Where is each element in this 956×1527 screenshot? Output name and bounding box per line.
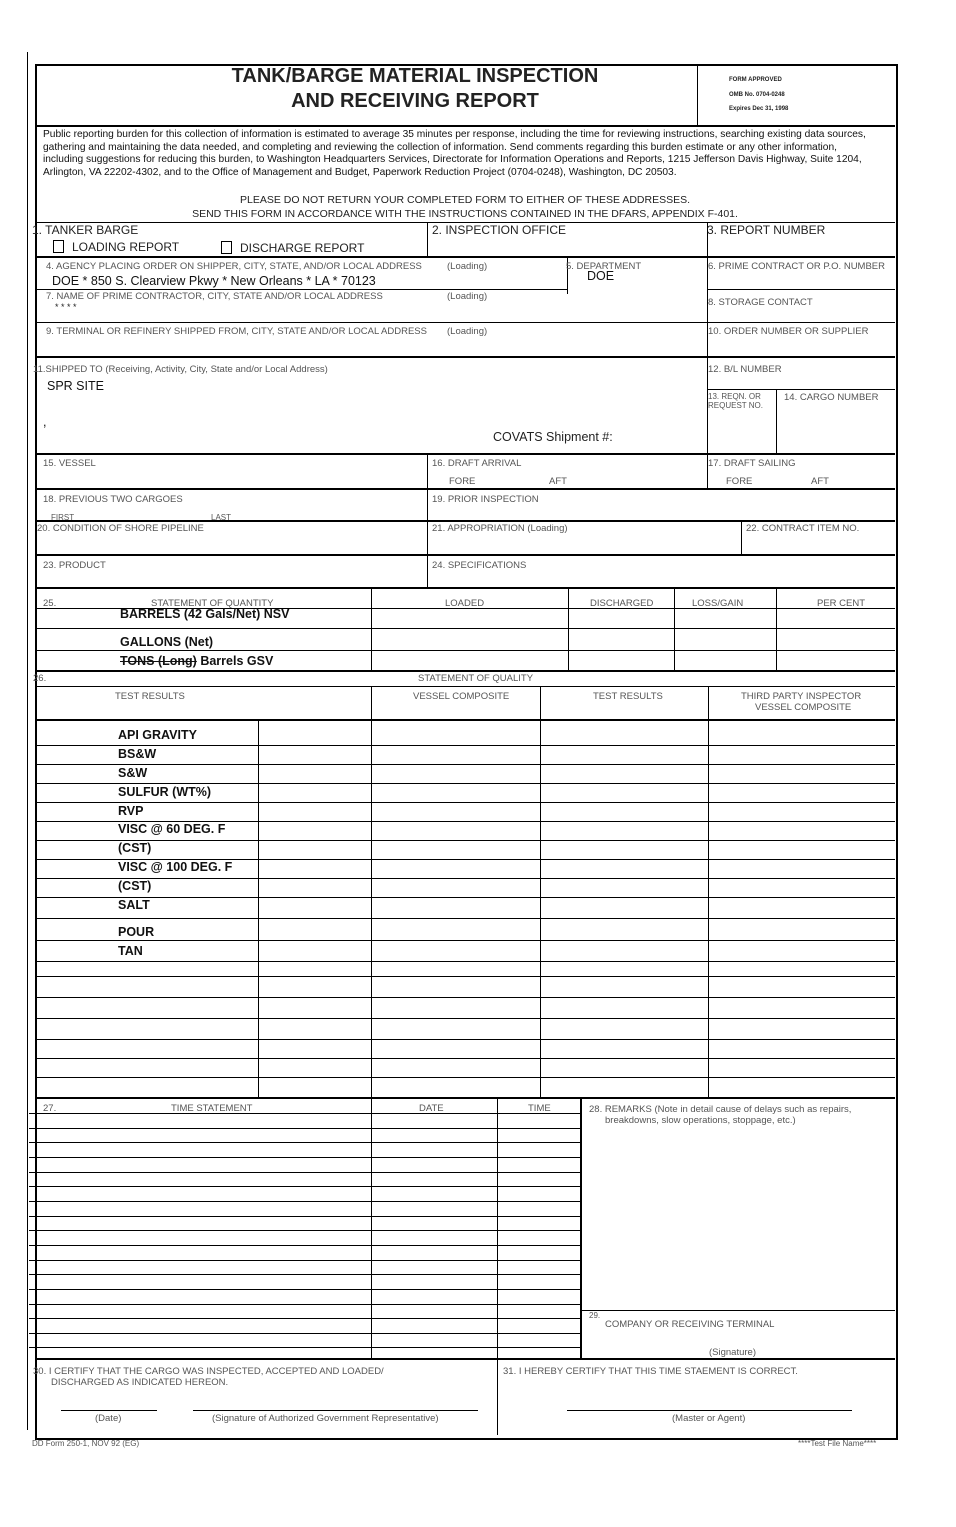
rule-r xyxy=(35,997,895,998)
discharge-report-checkbox[interactable] xyxy=(221,241,232,254)
form-title-line2: AND RECEIVING REPORT xyxy=(291,90,539,112)
rule-v xyxy=(580,1098,582,1360)
time-col-date: DATE xyxy=(419,1103,444,1114)
rule-r xyxy=(35,1018,895,1019)
quantity-col-loss-gain: LOSS/GAIN xyxy=(692,598,744,609)
notice-send-form: SEND THIS FORM IN ACCORDANCE WITH THE INSTRUCTIONS CONTAINED IN THE DFARS, APPENDIX F-401. xyxy=(192,208,738,220)
quality-item-api-gravity: API GRAVITY xyxy=(118,728,197,742)
rule-i xyxy=(35,520,895,522)
rule-v xyxy=(776,588,777,671)
rule-f xyxy=(707,389,895,390)
loading-report-label: LOADING REPORT xyxy=(72,240,180,254)
time-col-time: TIME xyxy=(528,1103,551,1114)
form-id: DD Form 250-1, NOV 92 (EG) xyxy=(32,1439,140,1448)
certification-30-line1: 30. I CERTIFY THAT THE CARGO WAS INSPECTED, ACCEPTED AND LOADED/ xyxy=(33,1366,384,1377)
rule-b xyxy=(35,256,895,258)
contract-item-field[interactable]: 22. CONTRACT ITEM NO. xyxy=(746,523,860,534)
rule-t xyxy=(29,1245,580,1246)
rule-r xyxy=(35,878,895,879)
appropriation-field[interactable]: 21. APPROPRIATION (Loading) xyxy=(432,523,568,534)
quantity-row-gallons: GALLONS (Net) xyxy=(120,635,214,649)
rule-t xyxy=(29,1230,580,1231)
rule-g xyxy=(35,453,895,455)
terminal-label: 9. TERMINAL OR REFINERY SHIPPED FROM, CITY, STATE AND/OR LOCAL ADDRESS xyxy=(46,326,427,337)
previous-cargo-first[interactable]: FIRST xyxy=(51,513,75,522)
rule-t xyxy=(29,1289,580,1290)
quantity-col-per-cent: PER CENT xyxy=(817,598,866,609)
shipped-to-label: 11.SHIPPED TO (Receiving, Activity, City, State and/or Local Address) xyxy=(33,364,328,375)
rule-r xyxy=(35,745,895,746)
rule-t xyxy=(29,1142,580,1143)
quality-item-bsw: BS&W xyxy=(118,747,157,761)
quantity-row-gsv xyxy=(120,654,273,668)
rule-r xyxy=(35,961,895,962)
rule-r xyxy=(35,918,895,919)
quality-item-visc-60: VISC @ 60 DEG. F xyxy=(118,822,226,836)
rule-v xyxy=(497,1098,498,1360)
quality-col-test-results: TEST RESULTS xyxy=(115,691,185,702)
rule-r xyxy=(35,802,895,803)
rule-v xyxy=(674,588,675,671)
rule-t xyxy=(29,1113,580,1114)
draft-arrival-label: 16. DRAFT ARRIVAL xyxy=(432,458,522,469)
order-number-field[interactable]: 10. ORDER NUMBER OR SUPPLIER xyxy=(708,326,869,337)
rule-q4 xyxy=(35,670,895,672)
rule-r xyxy=(35,764,895,765)
terminal-loading-note: (Loading) xyxy=(447,326,488,337)
rule-sig xyxy=(567,1410,852,1411)
quality-number: 26. xyxy=(33,673,47,684)
rule-v xyxy=(258,719,259,1098)
rule-sig xyxy=(61,1410,157,1411)
header-divider xyxy=(697,64,698,126)
rule-v xyxy=(708,686,709,1098)
bl-number-field[interactable]: 12. B/L NUMBER xyxy=(708,364,782,375)
rule-t xyxy=(29,1318,580,1319)
quality-item-salt: SALT xyxy=(118,898,150,912)
rule-t xyxy=(29,1333,580,1334)
discharge-report-option[interactable] xyxy=(221,241,364,255)
rule-t xyxy=(29,1186,580,1187)
rule-ql2 xyxy=(35,719,895,721)
rule-v xyxy=(568,588,569,671)
barrels-gsv-text: Barrels GSV xyxy=(200,654,274,668)
draft-sailing-fore[interactable]: FORE xyxy=(726,476,753,487)
company-field[interactable]: COMPANY OR RECEIVING TERMINAL xyxy=(605,1319,775,1330)
test-file-name: ****Test File Name**** xyxy=(798,1439,877,1448)
quality-item-sulfur: SULFUR (WT%) xyxy=(118,785,212,799)
struck-tons-text: TONS (Long) xyxy=(120,654,197,668)
time-number: 27. xyxy=(43,1103,57,1114)
remarks-field[interactable]: 28. REMARKS (Note in detail cause of delays such as repairs, xyxy=(589,1104,852,1115)
master-agent-signature[interactable]: (Master or Agent) xyxy=(672,1413,746,1424)
reqn-label-line2: REQUEST NO. xyxy=(708,401,763,410)
inspection-office-field[interactable]: 2. INSPECTION OFFICE xyxy=(432,223,567,237)
rule-r xyxy=(35,840,895,841)
rule-t xyxy=(29,1347,580,1348)
rule-c xyxy=(35,289,568,290)
product-field[interactable]: 23. PRODUCT xyxy=(43,560,106,571)
shore-pipeline-field[interactable]: 20. CONDITION OF SHORE PIPELINE xyxy=(37,523,204,534)
agency-loading-note: (Loading) xyxy=(447,261,488,272)
rule-v xyxy=(741,520,742,556)
rule-v xyxy=(371,686,372,1098)
rule-v xyxy=(497,1358,498,1435)
rule-r xyxy=(35,783,895,784)
rule-r xyxy=(35,976,895,977)
rule-v xyxy=(776,389,777,454)
rule-t xyxy=(29,1216,580,1217)
quality-col-third-party-2: VESSEL COMPOSITE xyxy=(755,702,852,713)
discharge-report-label: DISCHARGE REPORT xyxy=(240,241,365,255)
rule-v xyxy=(427,222,428,258)
rule-t xyxy=(29,1304,580,1305)
company-number: 29. xyxy=(589,1311,601,1320)
rule-t xyxy=(29,1157,580,1158)
quality-item-pour: POUR xyxy=(118,925,155,939)
rule-e xyxy=(35,356,895,358)
expiration-date: Expires Dec 31, 1998 xyxy=(729,106,789,112)
notice-do-not-return: PLEASE DO NOT RETURN YOUR COMPLETED FORM TO EITHER OF THESE ADDRESSES. xyxy=(239,194,691,206)
agency-field[interactable]: DOE * 850 S. Clearview Pkwy * New Orleans * LA * 70123 xyxy=(52,274,376,288)
certification-30-line2: DISCHARGED AS INDICATED HEREON. xyxy=(51,1377,229,1388)
quality-item-cst-1: (CST) xyxy=(118,841,152,855)
rule-r xyxy=(35,1039,895,1040)
department-label: 5. DEPARTMENT xyxy=(566,261,642,272)
rule-v xyxy=(707,258,708,358)
quantity-col-discharged: DISCHARGED xyxy=(590,598,654,609)
rule-j xyxy=(35,554,895,556)
form-title-line1: TANK/BARGE MATERIAL INSPECTION xyxy=(231,65,599,87)
rule-c2 xyxy=(707,289,895,290)
rule-q2 xyxy=(35,628,895,629)
rule-d xyxy=(35,322,895,323)
quality-col-vessel-composite: VESSEL COMPOSITE xyxy=(413,691,510,702)
rule-m xyxy=(35,1358,895,1360)
quantity-row-barrels: BARRELS (42 Gals/Net) NSV xyxy=(120,607,290,621)
draft-sailing-label: 17. DRAFT SAILING xyxy=(708,458,796,469)
rule-v xyxy=(371,1098,372,1360)
remarks-label-line2: breakdowns, slow operations, stoppage, etc.) xyxy=(605,1115,796,1126)
previous-cargo-last[interactable]: LAST xyxy=(211,513,232,522)
certification-31: 31. I HEREBY CERTIFY THAT THIS TIME STAEMENT IS CORRECT. xyxy=(503,1366,798,1377)
rule-remarks xyxy=(581,1310,895,1311)
prime-contractor-loading-note: (Loading) xyxy=(447,291,488,302)
shipped-to-field[interactable]: SPR SITE xyxy=(47,379,104,393)
rule-r xyxy=(35,1077,895,1078)
loading-report-option[interactable] xyxy=(53,240,179,254)
prior-inspection-field[interactable]: 19. PRIOR INSPECTION xyxy=(432,494,539,505)
quantity-number: 25. xyxy=(43,598,57,609)
storage-contact-field[interactable]: 8. STORAGE CONTACT xyxy=(708,297,813,308)
quality-col-test-results-2: TEST RESULTS xyxy=(593,691,663,702)
rule-k xyxy=(35,587,895,589)
draft-sailing-aft[interactable]: AFT xyxy=(811,476,829,487)
quality-item-rvp: RVP xyxy=(118,804,144,818)
vessel-field[interactable]: 15. VESSEL xyxy=(43,458,96,469)
rule-ql xyxy=(35,686,895,687)
rule-header xyxy=(35,125,895,127)
quantity-header: STATEMENT OF QUANTITY xyxy=(151,598,274,609)
quality-item-visc-100: VISC @ 100 DEG. F xyxy=(118,860,233,874)
shipped-to-comma: , xyxy=(43,415,47,429)
prime-contract-field[interactable]: 6. PRIME CONTRACT OR P.O. NUMBER xyxy=(708,261,886,272)
rule-r xyxy=(35,940,895,941)
prime-contractor-label: 7. NAME OF PRIME CONTRACTOR, CITY, STATE AND/OR LOCAL ADDRESS xyxy=(46,291,383,302)
certification-date[interactable]: (Date) xyxy=(95,1413,122,1424)
rule-v xyxy=(371,588,372,671)
previous-cargoes-label: 18. PREVIOUS TWO CARGOES xyxy=(43,494,183,505)
rule-t xyxy=(29,1201,580,1202)
rule-v xyxy=(540,686,541,1098)
margin-rule xyxy=(27,52,28,1430)
rule-r xyxy=(35,897,895,898)
quantity-col-loaded: LOADED xyxy=(445,598,485,609)
rule-r-end xyxy=(35,1097,895,1099)
quality-item-sw: S&W xyxy=(118,766,148,780)
agency-label: 4. AGENCY PLACING ORDER ON SHIPPER, CITY, STATE, AND/OR LOCAL ADDRESS xyxy=(46,261,422,272)
burden-statement: Public reporting burden for this collection of information is estimated to average 35 minutes per response, including the time for reviewing instructions, searching existing data sources, gathering and maintaining the data needed, and completing and reviewing the collection of information. Send comments regarding this burden estimate or any other information, including suggestions for reducing this burden, to Washington Headquarters Services, Directorate for Information Operations and Reports, 1215 Jefferson Davis Highway, Suite 1204, Arlington, VA 22202-4302, and to the Office of Management and Budget, Paperwork Reduction Project (0704-0248), Washington, DC 20503. xyxy=(43,129,866,178)
covats-shipment-field[interactable]: COVATS Shipment #: xyxy=(493,430,613,444)
rule-t xyxy=(29,1128,580,1129)
quality-item-tan: TAN xyxy=(118,944,143,958)
cargo-number-field[interactable]: 14. CARGO NUMBER xyxy=(784,392,879,403)
loading-report-checkbox[interactable] xyxy=(53,240,64,253)
draft-arrival-fore[interactable]: FORE xyxy=(449,476,476,487)
specifications-field[interactable]: 24. SPECIFICATIONS xyxy=(432,560,527,571)
quality-col-third-party: THIRD PARTY INSPECTOR xyxy=(741,691,862,702)
prime-contractor-field[interactable]: * * * * xyxy=(55,302,77,312)
time-header: TIME STATEMENT xyxy=(171,1103,253,1114)
rule-sig xyxy=(193,1410,478,1411)
tanker-barge-label: 1. TANKER BARGE xyxy=(32,223,139,237)
reqn-label-line1[interactable]: 13. REQN. OR xyxy=(708,392,761,401)
rule-t xyxy=(29,1274,580,1275)
quality-header: STATEMENT OF QUALITY xyxy=(418,673,534,684)
report-number-field[interactable]: 3. REPORT NUMBER xyxy=(707,223,826,237)
quality-item-cst-2: (CST) xyxy=(118,879,152,893)
company-signature[interactable]: (Signature) xyxy=(709,1347,756,1358)
rule-t xyxy=(29,1172,580,1173)
rule-r xyxy=(35,1058,895,1059)
form-approved-label: FORM APPROVED xyxy=(729,77,782,83)
omb-number: OMB No. 0704-0248 xyxy=(729,92,785,98)
department-field[interactable]: DOE xyxy=(587,269,615,283)
government-representative-signature[interactable]: (Signature of Authorized Government Representative) xyxy=(212,1413,439,1424)
rule-h xyxy=(35,488,895,490)
rule-q3 xyxy=(35,650,895,651)
rule-t xyxy=(29,1260,580,1261)
draft-arrival-aft[interactable]: AFT xyxy=(549,476,567,487)
